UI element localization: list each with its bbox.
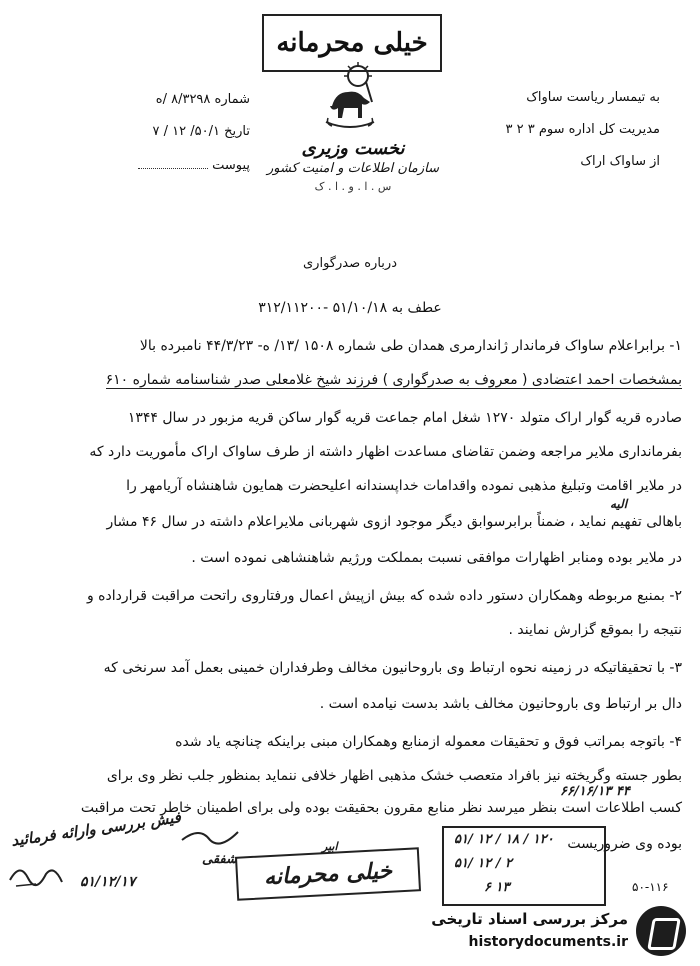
ministry-line1: نخست وزیری xyxy=(301,138,405,159)
header-from: از ساواک اراک xyxy=(580,154,660,169)
footer-archive-name: مرکز بررسی اسناد تاریخی xyxy=(431,910,628,928)
header-date xyxy=(40,124,250,139)
margin-number: ۶۶/۱۶/۱۳ ۴۴ xyxy=(560,784,630,799)
bottom-stamp-small: ابیر xyxy=(322,840,338,853)
body-line-11: دال بر ارتباط وی باروحانیون مخالف باشد بدست نیامده است . xyxy=(319,696,682,712)
body-line-9: نتیجه را بموقع گزارش نمایند . xyxy=(508,622,682,638)
lion-and-sun-emblem-icon xyxy=(322,62,378,134)
body-line-8: ۲- بمنبع مربوطه وهمکاران دستور داده شده که بیش ازپیش اعمال ورفتاروی راتحت مراقبت قرارداده و xyxy=(86,588,682,604)
body-line-2: بمشخصات احمد اعتضادی ( معروف به صدرگواری ) فرزند شیخ غلامعلی صدر شناسنامه شماره ۶۱۰ xyxy=(105,372,682,388)
number-label: شماره xyxy=(214,92,250,107)
header-number xyxy=(40,92,250,107)
number-value: ۸/۳۲۹۸ /ه xyxy=(155,92,211,107)
form-code: ۵۰-۱۱۶ xyxy=(632,880,669,894)
ministry-line3: س . ا . و . ا . ک xyxy=(314,180,392,193)
body-line-13: بطور جسته وگریخته نیز بافراد متعصب خشک مذهبی اظهار خلافی ننماید بمنظور جلب نظر وی برای xyxy=(106,768,682,784)
subject-line: درباره صدرگواری xyxy=(303,256,397,271)
signature-label: شفقی xyxy=(202,852,237,867)
registration-line1: ۵۱/ ۱۲ / ۱۸ / ۱۲۰ xyxy=(454,832,554,847)
body-line-7: در ملایر بوده ومنابر اظهارات موافقی نسبت بمملکت ورژیم شاهنشاهی نموده است . xyxy=(191,550,682,566)
registration-line3: ۶ ۱۳ xyxy=(484,880,510,895)
body-line-3: صادره قریه گوار اراک متولد ۱۲۷۰ شغل امام جماعت قریه گوار ساکن قریه مزبور در سال ۱۳۴۴ xyxy=(127,410,682,426)
registration-line2: ۵۱/ ۱۲ / ۲ xyxy=(454,856,512,871)
attachment-label: پیوست xyxy=(212,158,250,173)
body-line-15: بوده وی ضروریست xyxy=(567,836,682,852)
body-line-6: باهالی تفهیم نماید ، ضمناً برابرسوابق دیگر موجود ازوی شهربانی ملایراعلام داشته در سال ۴۶ مشار xyxy=(106,514,682,530)
archive-logo-icon xyxy=(636,906,686,956)
top-classification-stamp: خیلی محرمانه xyxy=(262,14,442,72)
ministry-header xyxy=(262,138,444,193)
handwritten-date: ۵۱/۱۲/۱۷ xyxy=(80,874,136,890)
body-line-5: در ملایر اقامت وتبلیغ مذهبی نموده واقدامات خداپسندانه اعلیحضرت همایون شاهنشاه آریامهر را xyxy=(126,478,682,494)
header-department: مدیریت کل اداره سوم ۳ ۲ ۳ xyxy=(505,122,660,137)
interline-note: الیه xyxy=(610,497,628,511)
body-line-12: ۴- باتوجه بمراتب فوق و تحقیقات معموله ازمنابع وهمکاران مبنی براینکه چنانچه یاد شده xyxy=(175,734,682,750)
footer-archive-url: historydocuments.ir xyxy=(468,934,628,950)
handwritten-signature-icon xyxy=(6,856,66,892)
header-to: به تیمسار ریاست ساواک xyxy=(526,90,660,105)
handwritten-note: فیش بررسی وارائه فرمائید xyxy=(10,808,182,850)
date-value: ۵۰/۱/ ۱۲ / ۷ xyxy=(152,124,220,139)
body-line-4: بفرمانداری ملایر مراجعه وضمن تقاضای مساعدت اظهار داشته از طرف ساواک اراک مأموریت دارد که xyxy=(89,444,682,460)
body-line-10: ۳- با تحقیقاتیکه در زمینه نحوه ارتباط وی باروحانیون مخالف وطرفداران خمینی بعمل آمد سرنخی که xyxy=(103,660,682,676)
header-attachment xyxy=(40,156,250,173)
body-line-14: کسب اطلاعات است بنظر میرسد نظر منابع مقرون بحقیقت بوده ولی برای اطمینان خاطر تحت مراقبت xyxy=(80,800,682,816)
body-line-1: ۱- برابراعلام ساواک فرماندار ژاندارمری همدان طی شماره ۱۵۰۸ /۱۳/ ه- ۴۴/۳/۲۳ نامبرده بالا xyxy=(139,338,682,354)
signature-icon xyxy=(180,822,240,852)
ministry-line2: سازمان اطلاعات و امنیت کشور xyxy=(266,161,440,176)
registration-box xyxy=(442,826,606,906)
reference-line: عطف به ۵۱/۱۰/۱۸ -۳۱۲/۱۱۲۰۰ xyxy=(258,300,442,316)
bottom-classification-stamp: خیلی محرمانه xyxy=(235,847,421,901)
date-label: تاریخ xyxy=(224,124,250,139)
